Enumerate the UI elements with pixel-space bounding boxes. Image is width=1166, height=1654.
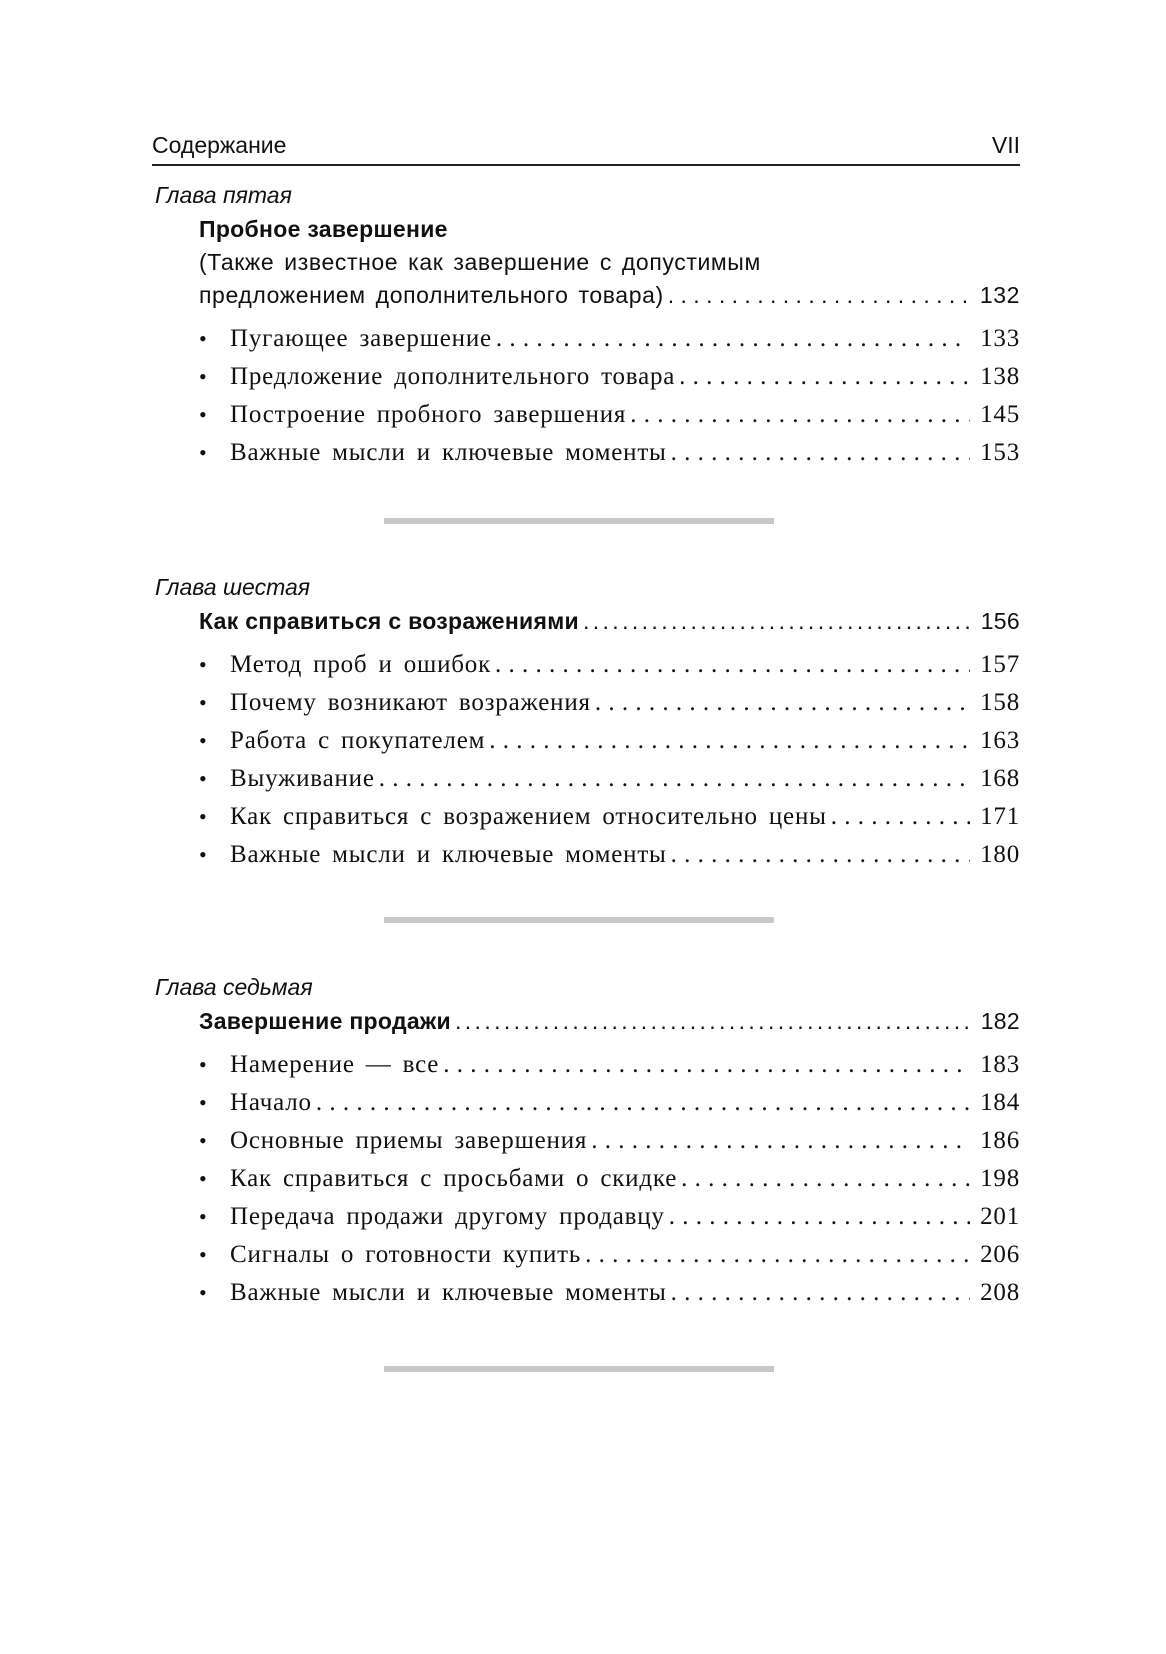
dot-leader (630, 396, 970, 434)
toc-entry[interactable] (152, 396, 1020, 434)
bullet-icon: • (199, 440, 208, 465)
dot-leader (443, 1046, 970, 1084)
bullet-icon: • (199, 1280, 208, 1305)
entry-title: Метод проб и ошибок (230, 651, 492, 678)
entry-page-number: 145 (980, 401, 1020, 428)
entry-title: Выуживание (230, 765, 375, 792)
entry-page-number: 138 (980, 363, 1020, 390)
bullet-icon: • (199, 728, 208, 753)
chapter-5 (152, 178, 1020, 472)
entry-title: Важные мысли и ключевые моменты (230, 841, 667, 868)
bullet-icon: • (199, 842, 208, 867)
running-head-page-number: VII (991, 132, 1020, 158)
entry-page-number: 183 (980, 1051, 1020, 1078)
bullet-icon: • (199, 1166, 208, 1191)
dot-leader (679, 358, 970, 396)
entry-title: Почему возникают возражения (230, 689, 591, 716)
dot-leader (496, 320, 970, 358)
entry-page-number: 201 (980, 1203, 1020, 1230)
bullet-icon: • (199, 1052, 208, 1077)
dot-leader (585, 1236, 970, 1274)
chapter-separator (384, 1366, 774, 1372)
entry-title: Работа с покупателем (230, 727, 486, 754)
chapter-7 (152, 970, 1020, 1312)
chapter-page-number: 132 (979, 282, 1020, 308)
entry-title: Основные приемы завершения (230, 1127, 588, 1154)
chapter-title-block[interactable] (199, 212, 1020, 312)
entry-title: Намерение — все (230, 1051, 440, 1078)
toc-entry[interactable] (152, 358, 1020, 396)
entry-page-number: 168 (980, 765, 1020, 792)
toc-entry[interactable] (152, 722, 1020, 760)
entry-page-number: 206 (980, 1241, 1020, 1268)
dot-leader (591, 1122, 970, 1160)
toc-entry[interactable] (152, 1122, 1020, 1160)
chapter-subtitle-line-1: (Также известное как завершение с допустимым (199, 249, 761, 275)
section-list (152, 320, 1020, 472)
entry-page-number: 157 (980, 651, 1020, 678)
entry-page-number: 180 (980, 841, 1020, 868)
toc-entry[interactable] (152, 1046, 1020, 1084)
dot-leader (671, 836, 970, 874)
bullet-icon: • (199, 804, 208, 829)
dot-leader (668, 278, 970, 312)
chapter-separator (384, 518, 774, 524)
entry-title: Важные мысли и ключевые моменты (230, 1279, 667, 1306)
dot-leader (455, 1004, 970, 1038)
dot-leader (595, 684, 970, 722)
dot-leader (495, 646, 970, 684)
chapter-title: Завершение продажи (199, 1008, 451, 1034)
entry-title: Предложение дополнительного товара (230, 363, 676, 390)
dot-leader (316, 1084, 970, 1122)
toc-entry[interactable] (152, 1274, 1020, 1312)
dot-leader (681, 1160, 970, 1198)
dot-leader (669, 1198, 970, 1236)
chapter-page-number: 156 (980, 608, 1020, 634)
dot-leader (379, 760, 970, 798)
entry-title: Сигналы о готовности купить (230, 1241, 582, 1268)
dot-leader (671, 434, 970, 472)
running-head-title: Содержание (152, 132, 287, 158)
entry-page-number: 163 (980, 727, 1020, 754)
chapter-label: Глава седьмая (155, 974, 313, 1000)
entry-title: Передача продажи другому продавцу (230, 1203, 665, 1230)
toc-entry[interactable] (152, 1198, 1020, 1236)
entry-title: Начало (230, 1089, 312, 1116)
toc-entry[interactable] (152, 760, 1020, 798)
toc-entry[interactable] (152, 646, 1020, 684)
entry-page-number: 208 (980, 1279, 1020, 1306)
running-head (152, 130, 1020, 166)
chapter-label: Глава шестая (155, 574, 311, 600)
toc-entry[interactable] (152, 836, 1020, 874)
entry-page-number: 186 (980, 1127, 1020, 1154)
toc-entry[interactable] (152, 320, 1020, 358)
chapter-title-row[interactable] (199, 1004, 1020, 1038)
bullet-icon: • (199, 1128, 208, 1153)
bullet-icon: • (199, 402, 208, 427)
chapter-title: Пробное завершение (199, 216, 448, 242)
chapter-title-row[interactable] (199, 604, 1020, 638)
entry-page-number: 184 (980, 1089, 1020, 1116)
chapter-label: Глава пятая (155, 182, 292, 208)
section-list (152, 646, 1020, 874)
toc-entry[interactable] (152, 798, 1020, 836)
section-list (152, 1046, 1020, 1312)
entry-title: Как справиться с просьбами о скидке (230, 1165, 678, 1192)
entry-title: Пугающее завершение (230, 325, 492, 352)
chapter-subtitle-line-2: предложением дополнительного товара) (199, 282, 664, 308)
dot-leader (831, 798, 970, 836)
dot-leader (489, 722, 970, 760)
toc-entry[interactable] (152, 684, 1020, 722)
bullet-icon: • (199, 364, 208, 389)
bullet-icon: • (199, 1204, 208, 1229)
toc-entry[interactable] (152, 434, 1020, 472)
chapter-separator (384, 917, 774, 923)
dot-leader (671, 1274, 970, 1312)
entry-page-number: 158 (980, 689, 1020, 716)
chapter-page-number: 182 (980, 1008, 1020, 1034)
chapter-6 (152, 570, 1020, 874)
entry-title: Важные мысли и ключевые моменты (230, 439, 667, 466)
entry-title: Построение пробного завершения (230, 401, 627, 428)
toc-entry[interactable] (152, 1236, 1020, 1274)
dot-leader (583, 604, 970, 638)
entry-page-number: 171 (980, 803, 1020, 830)
entry-page-number: 133 (980, 325, 1020, 352)
entry-page-number: 153 (980, 439, 1020, 466)
bullet-icon: • (199, 1242, 208, 1267)
toc-entry[interactable] (152, 1084, 1020, 1122)
bullet-icon: • (199, 1090, 208, 1115)
entry-page-number: 198 (980, 1165, 1020, 1192)
bullet-icon: • (199, 690, 208, 715)
toc-entry[interactable] (152, 1160, 1020, 1198)
chapter-title: Как справиться с возражениями (199, 608, 579, 634)
bullet-icon: • (199, 326, 208, 351)
bullet-icon: • (199, 766, 208, 791)
entry-title: Как справиться с возражением относительно цены (230, 803, 827, 830)
bullet-icon: • (199, 652, 208, 677)
